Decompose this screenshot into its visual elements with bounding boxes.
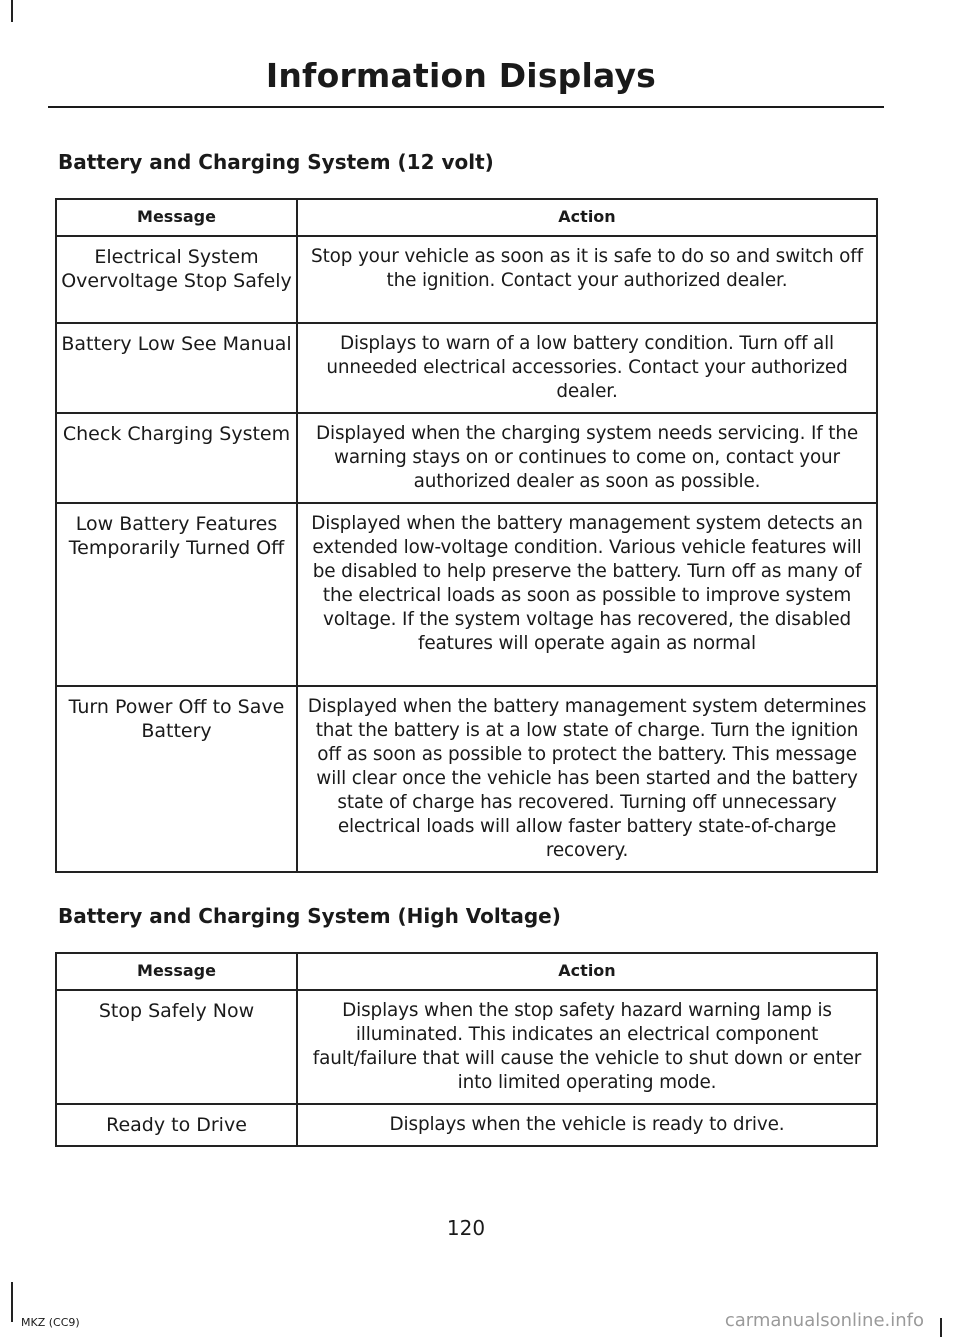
- action-cell: Displays when the vehicle is ready to drive.: [297, 1104, 877, 1146]
- table-header-row: [56, 199, 877, 236]
- message-cell: Stop Safely Now: [56, 990, 297, 1104]
- message-cell: Ready to Drive: [56, 1104, 297, 1146]
- action-cell: Stop your vehicle as soon as it is safe to do so and switch off the ignition. Contact your authorized dealer.: [297, 236, 877, 323]
- table-row: [56, 990, 877, 1104]
- message-cell: Battery Low See Manual: [56, 323, 297, 413]
- section-heading-12-volt: Battery and Charging System (12 volt): [58, 150, 494, 174]
- header-divider: [48, 106, 884, 108]
- message-cell: Electrical System Overvoltage Stop Safely: [56, 236, 297, 323]
- column-header-message: Message: [56, 953, 297, 990]
- table-row: [56, 236, 877, 323]
- column-header-action: Action: [297, 199, 877, 236]
- table-header-row: [56, 953, 877, 990]
- table-12-volt: [55, 198, 878, 873]
- crop-mark-bottom-left: [11, 1282, 13, 1322]
- message-cell: Turn Power Off to Save Battery: [56, 686, 297, 872]
- footer-model: MKZ (CC9): [21, 1316, 80, 1329]
- crop-mark-bottom-right: [940, 1318, 942, 1337]
- action-cell: Displayed when the battery management system detects an extended low-voltage condition. Various vehicle features will be disabled to help preserve the battery. Turn off as many of the electrical loads as soon as possible to improve system voltage. If the system voltage has recovered, the disabled features will operate again as normal: [297, 503, 877, 686]
- action-cell: Displayed when the charging system needs servicing. If the warning stays on or continues to come on, contact your authorized dealer as soon as possible.: [297, 413, 877, 503]
- message-cell: Low Battery Features Temporarily Turned Off: [56, 503, 297, 686]
- section-heading-high-voltage: Battery and Charging System (High Voltage): [58, 904, 561, 928]
- table-row: [56, 413, 877, 503]
- action-cell: Displays to warn of a low battery condition. Turn off all unneeded electrical accessories. Contact your authorized dealer.: [297, 323, 877, 413]
- page-number: 120: [446, 1216, 486, 1240]
- table-row: [56, 503, 877, 686]
- action-cell: Displayed when the battery management system determines that the battery is at a low state of charge. Turn the ignition off as soon as possible to protect the battery. This message will clear once the vehicle has been started and the battery state of charge has recovered. Turning off unnecessary electrical loads will allow faster battery state-of-charge recovery.: [297, 686, 877, 872]
- table-high-voltage: [55, 952, 878, 1147]
- column-header-action: Action: [297, 953, 877, 990]
- crop-mark-top-left: [11, 0, 13, 22]
- column-header-message: Message: [56, 199, 297, 236]
- table-row: [56, 1104, 877, 1146]
- table-row: [56, 686, 877, 872]
- page-title: Information Displays: [265, 56, 656, 95]
- action-cell: Displays when the stop safety hazard warning lamp is illuminated. This indicates an electrical component fault/failure that will cause the vehicle to shut down or enter into limited operating mode.: [297, 990, 877, 1104]
- watermark: carmanualsonline.info: [724, 1310, 924, 1331]
- table-row: [56, 323, 877, 413]
- message-cell: Check Charging System: [56, 413, 297, 503]
